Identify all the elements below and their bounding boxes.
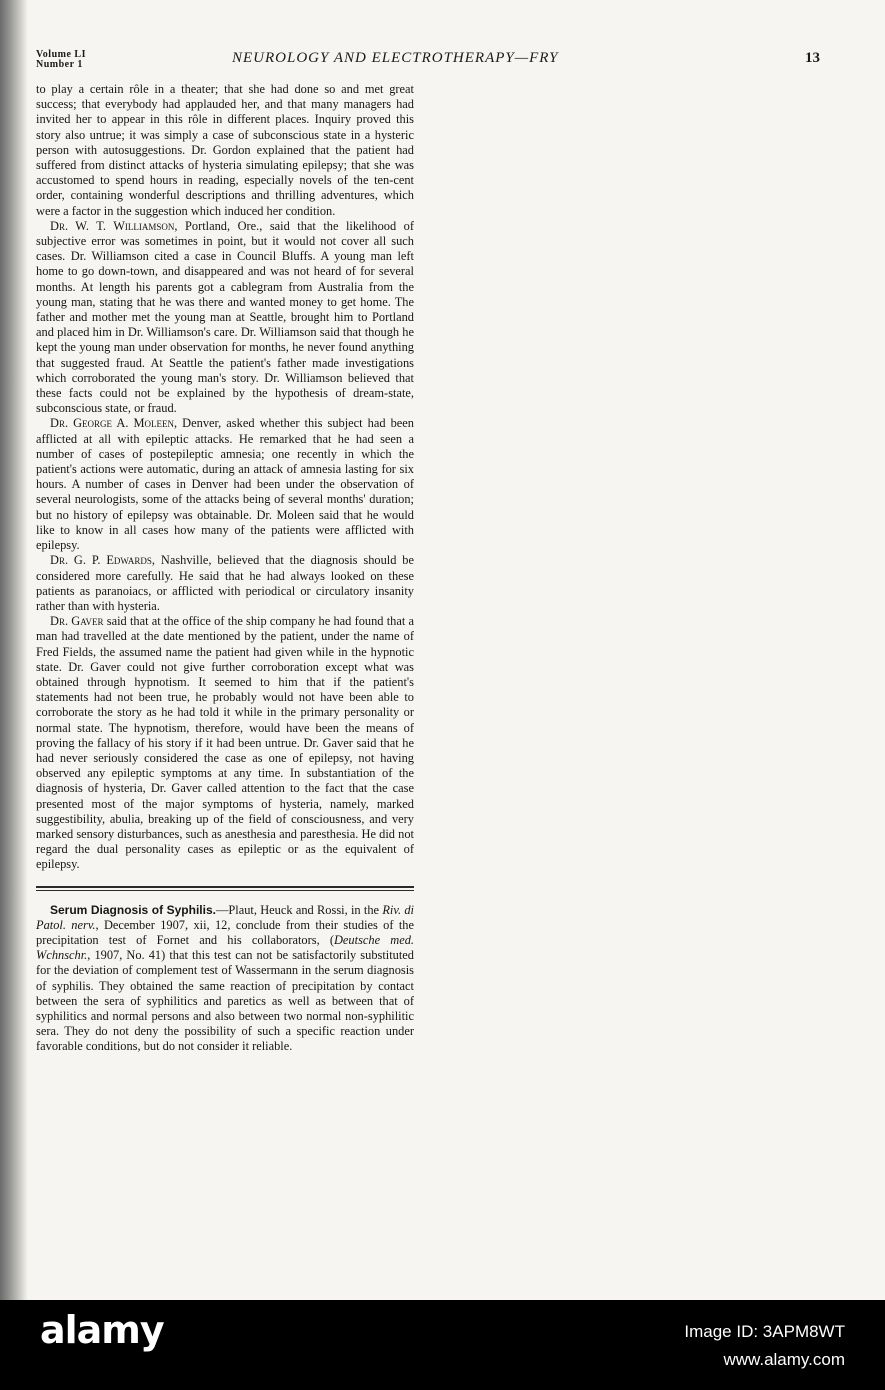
paragraph-body: , Denver, asked whether this subject had been afflicted at all with epileptic attacks. He remarked that he had seen a number of cases of postepileptic amnesia; one recently in which the patient's actions were automatic, during an attack of amnesia lasting for six hours. A number of cases in Denver had been under the observation of several neurologists, some of the attacks being of several months' duration; but no history of epilepsy was obtainable. Dr. Moleen said that he would like to know in all cases how many of the patients were afflicted with epilepsy. bbox=[36, 416, 414, 553]
text-column bbox=[36, 82, 414, 1055]
abstract-title: Serum Diagnosis of Syphilis. bbox=[50, 902, 216, 917]
page-header bbox=[36, 50, 820, 72]
abstract-syphilis bbox=[36, 903, 414, 1055]
paragraph-moleen bbox=[36, 416, 414, 553]
paragraph-gaver bbox=[36, 614, 414, 872]
paragraph-body: , Portland, Ore., said that the likelihood of subjective error was sometimes in point, but it would not cover all such cases. Dr. Williamson cited a case in Council Bluffs. A young man left home to go down-town, and disappeared and was not heard of for several months. At length his parents got a cablegram from Australia from the young man, stating that he was there and wanted money to get home. The father and mother met the young man at Seattle, brought him to Portland and placed him in Dr. Williamson's care. Dr. Williamson said that though he kept the young man under observation for months, he never found anything that suggested fraud. At Seattle the patient's father made investigations which corroborated the young man's story. Dr. Williamson believed that these facts could not be explained by the hypothesis of dream-state, subconscious state, or fraud. bbox=[36, 218, 414, 416]
number-label: Number 1 bbox=[36, 59, 83, 70]
abstract-text: , 1907, No. 41) that this test can not be satisfactorily substituted for the deviation of complement test of Wassermann in the serum diagnosis of syphilis. They obtained the same reaction of precipitation by contact between the sera of syphilitics and paretics as well as between that of syphilitics and normal persons and also between two normal non-syphilitic sera. They do not deny the possibility of such a specific reaction under favorable conditions, but do not consider it reliable. bbox=[36, 948, 414, 1054]
watermark-bar bbox=[0, 1300, 885, 1390]
journal-citation: Deutsche med. Wchnschr. bbox=[36, 932, 415, 963]
paragraph-gordon: to play a certain rôle in a theater; that she had done so and met great success; that everybody had applauded her, and that many managers had invited her to appear in this rôle in different places. Inquiry proved this story also untrue; it was simply a case of subconscious state in a hysteric person with autosuggestions. Dr. Gordon explained that the patient had suffered from distinct attacks of hysteria simulating epilepsy; that she was accustomed to spend hours in reading, especially novels of the ten-cent order, containing wonderful descriptions and thrilling adventures, which were a factor in the suggestion which induced her condition. bbox=[36, 82, 414, 218]
site-url: www.alamy.com bbox=[723, 1350, 845, 1369]
paragraph-edwards bbox=[36, 553, 414, 614]
running-title: NEUROLOGY AND ELECTROTHERAPY—FRY bbox=[232, 50, 559, 66]
brand-logo: alamy bbox=[40, 1308, 164, 1352]
speaker-name: Dr. Gaver bbox=[50, 614, 104, 629]
abstract-text: —Plaut, Heuck and Rossi, in the bbox=[215, 902, 383, 917]
speaker-name: Dr. W. T. Williamson bbox=[50, 218, 175, 233]
page-number: 13 bbox=[805, 50, 820, 66]
volume-label: Volume LI bbox=[36, 49, 86, 60]
paragraph-williamson bbox=[36, 219, 414, 417]
section-divider bbox=[36, 886, 414, 891]
image-id-label: Image ID: 3APM8WT bbox=[684, 1322, 845, 1341]
paragraph-body: , Nashville, believed that the diagnosis should be considered more carefully. He said that he had always looked on these patients as paranoiacs, or afflicted with periodical or circulatory insanity rather than with hysteria. bbox=[36, 553, 414, 613]
abstract-text: , December 1907, xii, 12, conclude from their studies of the precipitation test of Fornet and his collaborators, ( bbox=[36, 917, 415, 947]
speaker-name: Dr. G. P. Edwards bbox=[50, 553, 152, 568]
journal-citation: Riv. di Patol. nerv. bbox=[36, 902, 414, 932]
volume-info bbox=[36, 50, 86, 70]
paragraph-body: said that at the office of the ship company he had found that a man had travelled at the date mentioned by the patient, under the name of Fred Fields, the assumed name the patient had given while in the hypnotic state. Dr. Gaver could not give further corroboration except what was obtained through hypnotism. It seemed to him that if the patient's statements had not been true, he probably would not have been able to corroborate the story as he had told it while in the primary personality or normal state. The hypnotism, therefore, would have been the means of proving the fallacy of his story if it had been untrue. Dr. Gaver said that he had never seriously considered the case as one of epilepsy, not having observed any epileptic symptoms at any time. In substantiation of the diagnosis of hysteria, Dr. Gaver called attention to the fact that the case presented most of the major symptoms of hysteria, namely, marked suggestibility, abulia, breaking up of the field of consciousness, and very marked sensory disturbances, such as anesthesia and paresthesia. He did not regard the dual personality cases as epileptic or as the equivalent of epilepsy. bbox=[36, 614, 414, 872]
speaker-name: Dr. George A. Moleen bbox=[50, 416, 175, 431]
